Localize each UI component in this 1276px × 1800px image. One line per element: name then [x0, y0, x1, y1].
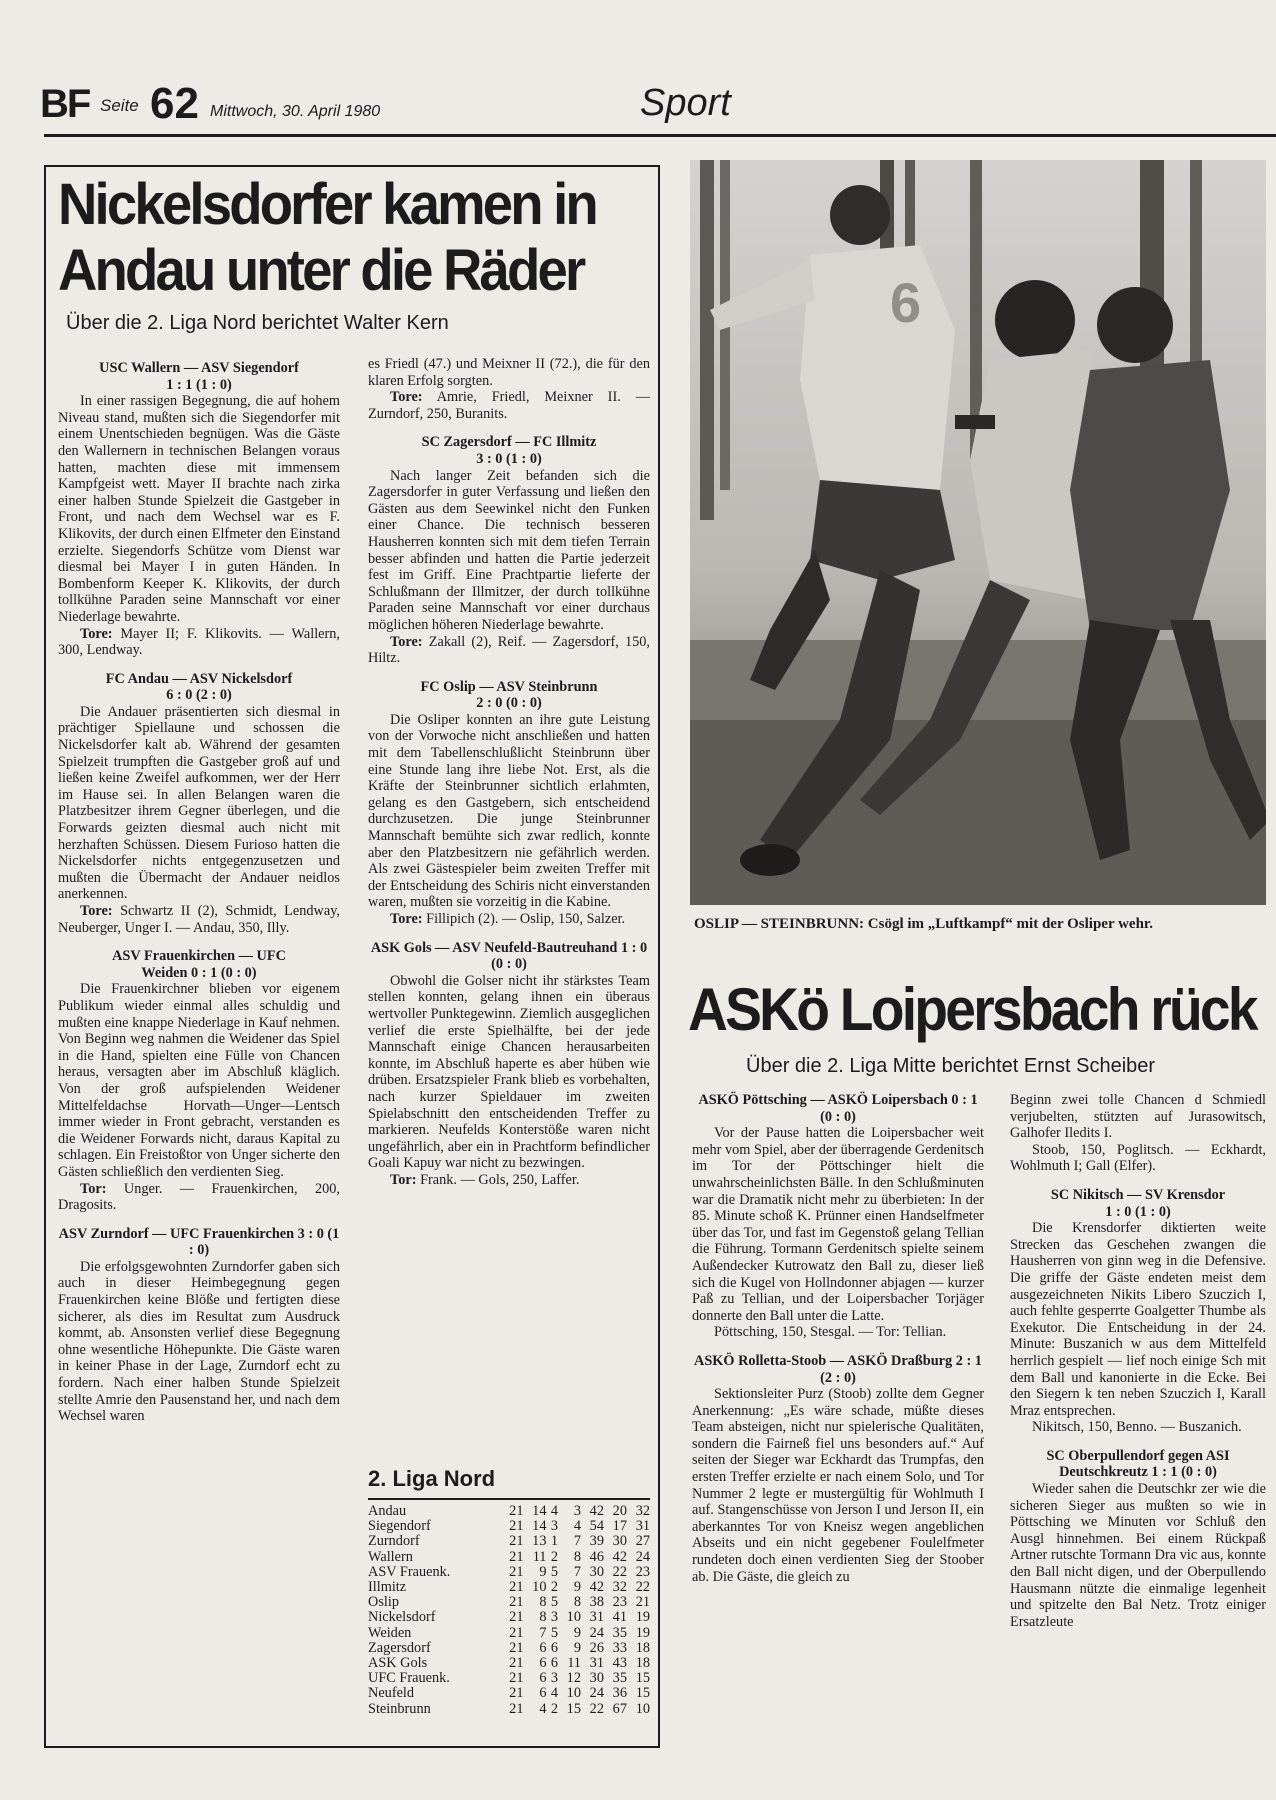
match-heading: 2 : 0 (0 : 0): [476, 695, 542, 712]
table-cell: 10: [635, 1700, 650, 1717]
table-cell: 30: [612, 1533, 627, 1550]
goals-line: [58, 626, 340, 659]
table-cell: 11: [532, 1548, 547, 1565]
paragraph: Nach langer Zeit befanden sich die Zagersdorfer in guter Verfassung und ließen den Gästen aus dem Seewinkel nicht den Funken einer Chance. Die technisch besseren Hausherren konnten sich mit dem tiefen Terrain besser abfinden und hatten die Partie jederzeit fest im Griff. Eine Prachtpartie lieferte der Schlußmann der Illmitzer, der durch tollkühne Paraden seine Mannschaft vor einer durchaus möglichen höheren Niederlage bewahrte.: [368, 467, 650, 633]
table-cell: 6: [550, 1639, 558, 1656]
paragraph: Die Osliper konnten an ihre gute Leistung von der Vorwoche nicht anschließen und hatten mit dem Tabellenschlußlicht Steinbrunn über eine Stunde lang ihre liebe Not. Erst, als die Kräfte der Steinbrunner sichtlich erlahmten, gelang es den Gastgebern, sich entscheidend durchzusetzen. Die junge Steinbrunner Mannschaft bemühte sich zwar redlich, konnte aber den Platzbesitzern nie gefährlich werden. Als zwei Gästespieler beim zweiten Treffer mit der Entscheidung des Schiris nicht einverstanden waren, mußten sie vorzeitig in die Kabine.: [368, 711, 650, 911]
table-cell: 8: [573, 1594, 581, 1611]
team-name: Andau: [368, 1503, 407, 1519]
table-cell: 21: [509, 1518, 524, 1535]
table-cell: 24: [589, 1685, 604, 1702]
table-cell: 38: [589, 1594, 604, 1611]
paragraph: es Friedl (47.) und Meixner II (72.), die für den klaren Erfolg sorgten.: [368, 356, 650, 389]
table-cell: 21: [509, 1624, 524, 1641]
goals-line: Stoob, 150, Poglitsch. — Eckhardt, Wohlmuth I; Gall (Elfer).: [1010, 1141, 1266, 1175]
paragraph: Wieder sahen die Deutschkr zer wie die sicheren Sieger aus mußten so wie in Pöttsching we Minuten vor Schluß den Ausgl hinnehmen. Bei einem Rückpaß Artner rutschte Tormann Dra vic aus, konnte den Ball nicht digen, und der Oberpullendo Hausmann nützte die einmalige legenheit und spitzelte den Bal Netz. Trotz einiger Ersatzleute: [1010, 1481, 1266, 1630]
table-row: [368, 1656, 650, 1671]
table-cell: 6: [539, 1685, 547, 1702]
article2-byline: Über die 2. Liga Mitte berichtet Ernst Scheiber: [746, 1055, 1156, 1077]
goals-line: [58, 1181, 340, 1214]
table-cell: 24: [635, 1548, 650, 1565]
team-name: Neufeld: [368, 1685, 415, 1702]
team-name: Weiden: [368, 1624, 412, 1641]
table-cell: 15: [635, 1670, 650, 1687]
table-cell: 31: [635, 1518, 650, 1535]
table-cell: 23: [612, 1594, 627, 1611]
goals-text: Unger. — Frauenkirchen, 200, Dragosits.: [58, 1180, 340, 1214]
table-cell: 41: [612, 1609, 627, 1626]
match-heading: 6 : 0 (2 : 0): [166, 687, 232, 704]
table-cell: 3: [550, 1609, 558, 1626]
article2-column-1: [692, 1092, 984, 1585]
team-name: Zurndorf: [368, 1533, 420, 1550]
article-column-2: [368, 356, 650, 1189]
goals-label: Tore:: [390, 389, 423, 406]
table-row: [368, 1504, 650, 1519]
table-row: [368, 1626, 650, 1641]
match-heading: SC Nikitsch — SV Krensdor: [1050, 1186, 1226, 1203]
table-cell: 24: [589, 1624, 604, 1641]
table-row: [368, 1565, 650, 1580]
goals-label: Tore:: [80, 903, 113, 919]
page-label: Seite: [100, 96, 139, 115]
table-cell: 31: [589, 1655, 604, 1672]
table-row: [368, 1686, 650, 1701]
table-cell: 15: [635, 1685, 650, 1702]
paragraph: Die Frauenkirchner blieben vor eigenem Publikum wieder einmal alles schuldig und mußten eine knappe Niederlage in Kauf nehmen. Von Beginn weg nahmen die Weidener das Spiel in die Hand, spielten eine Fülle von Chancen heraus, versagten aber im Abschluß kläglich. Von der groß aufspielenden Weidener Mittelfeldachse Horvath—Unger—Lentsch immer wieder in Front gebracht, verstanden es die Weidener Forwards nicht, daraus Kapital zu schlagen. Ein Freistoßtor von Unger sicherte den Gästen schließlich den verdienten Sieg.: [58, 981, 340, 1180]
team-name: ASK Gols: [368, 1655, 428, 1672]
table-cell: 21: [509, 1503, 524, 1519]
table-row: [368, 1671, 650, 1686]
table-cell: 21: [509, 1563, 524, 1580]
table-cell: 3: [550, 1518, 558, 1535]
table-cell: 21: [509, 1685, 524, 1702]
table-cell: 27: [635, 1533, 650, 1550]
table-cell: 2: [550, 1700, 558, 1717]
table-cell: 6: [539, 1670, 547, 1687]
table-cell: 23: [635, 1563, 650, 1580]
table-cell: 9: [573, 1624, 581, 1641]
table-cell: 4: [550, 1503, 558, 1519]
table-cell: 9: [573, 1579, 581, 1596]
table-cell: 15: [566, 1700, 581, 1717]
match-heading: ASKÖ Pöttsching — ASKÖ Loipersbach 0 : 1 (0 : 0): [698, 1092, 978, 1125]
paragraph: In einer rassigen Begegnung, die auf hohem Niveau stand, mußten sich die Siegendorfer mit einem Unentschieden begnügen. Was die Gäste den Wallernern in technischen Belangen voraus hatten, machten diese mit immensem Kampfgeist wett. Mayer II brachte nach zirka einer halben Stunde Spielzeit die Gastgeber in Front, und nach dem Wechsel war es F. Klikovits, der durch einen Elfmeter den Einstand erzielte. Siegendorfs Schütze vom Dienst war diesmal bei Mayer I in guten Händen. In Bombenform Keeper K. Klikovits, der durch tollkühne Paraden seine Mannschaft vor einer Niederlage bewahrte.: [58, 393, 340, 625]
table-cell: 42: [589, 1579, 604, 1596]
table-cell: 18: [635, 1655, 650, 1672]
table-cell: 21: [509, 1700, 524, 1717]
table-cell: 3: [573, 1503, 581, 1519]
table-cell: 4: [539, 1700, 547, 1717]
paragraph: Beginn zwei tolle Chancen d Schmiedl verjubelten, stützten auf Jurasowitsch, Galhofer Iledits I.: [1010, 1092, 1266, 1142]
table-cell: 21: [509, 1655, 524, 1672]
table-cell: 31: [589, 1609, 604, 1626]
article2-headline: ASKö Loipersbach rück: [688, 976, 1256, 1043]
table-cell: 8: [539, 1609, 547, 1626]
issue-date: Mittwoch, 30. April 1980: [210, 103, 381, 120]
league-table-title: 2. Liga Nord: [368, 1466, 496, 1491]
table-cell: 32: [635, 1503, 650, 1519]
table-cell: 17: [612, 1518, 627, 1535]
table-cell: 18: [635, 1639, 650, 1656]
table-cell: 30: [589, 1563, 604, 1580]
table-cell: 26: [589, 1639, 604, 1656]
article2-column-2: [1010, 1092, 1266, 1630]
match-heading: ASV Zurndorf — UFC Frauenkirchen 3 : 0 (1 : 0): [58, 1225, 340, 1259]
table-cell: 21: [509, 1670, 524, 1687]
goals-label: Tore:: [80, 625, 113, 642]
newspaper-logo: BF: [40, 82, 90, 126]
goals-line: [368, 911, 650, 928]
paragraph: Obwohl die Golser nicht ihr stärkstes Team stellen konnten, gelang ihnen ein überaus wertvoller Punktegewinn. Ziemlich ausgeglichen verlief die erste Spielhälfte, bei der jede Mannschaft einige Chancen herausarbeiten konnte, im Abschluß haperte es aber hüben wie drüben. Ersatzspieler Frank blieb es vorbehalten, nach kurzer Spieldauer im zweiten Spielabschnitt den entscheidenden Treffer zu markieren. Neufelds Konterstöße waren nicht ungefährlich, aber ein in Prachtform befindlicher Goali Kapuy war nicht zu bezwingen.: [368, 972, 650, 1172]
table-cell: 21: [509, 1579, 524, 1596]
match-heading: ASKÖ Rolletta-Stoob — ASKÖ Draßburg 2 : 1 (2 : 0): [694, 1352, 982, 1386]
table-cell: 42: [589, 1503, 604, 1519]
match-photo: [690, 160, 1266, 905]
table-cell: 22: [635, 1579, 650, 1596]
table-cell: 14: [532, 1518, 547, 1535]
table-row: [368, 1610, 650, 1625]
table-cell: 54: [589, 1518, 604, 1535]
goals-label: Tor:: [390, 1171, 417, 1188]
goals-label: Tore:: [390, 911, 423, 927]
table-cell: 5: [550, 1563, 558, 1580]
goals-line: Nikitsch, 150, Benno. — Buszanich.: [1032, 1419, 1242, 1436]
table-cell: 5: [550, 1624, 558, 1641]
table-cell: 10: [532, 1579, 547, 1596]
goals-text: Mayer II; F. Klikovits. — Wallern, 300, Lendway.: [58, 625, 340, 659]
paragraph: Sektionsleiter Purz (Stoob) zollte dem Gegner Anerkennung: „Es wäre schade, müßte dieses Team absteigen, nicht nur spielerische Qualitäten, sondern die Fairneß fiel uns besonders auf.“ Auf seiten der Sieger war Eckhardt das Trumpfas, den ersten Treffer erzielte er nach einem Solo, und Tor Nummer 2 legte er mustergültig für Wohlmuth I auf. Stangenschüsse von Jerson I und Jerson II, ein aberkanntes Tor von Kneisz wegen angeblichen Abseits und ein nicht gegebener Foulelfmeter rundeten doch einen verdienten Sieg der Stoober ab. Die Gäste, die gleich zu: [692, 1386, 984, 1585]
photo-caption-text: Csögl im „Luftkampf“ mit der Osliper wehr.: [867, 916, 1153, 932]
league-table: [368, 1466, 650, 1717]
table-cell: 9: [573, 1639, 581, 1656]
goals-text: Fillipich (2). — Oslip, 150, Salzer.: [426, 911, 626, 927]
team-name: Oslip: [368, 1594, 399, 1611]
article-headline: Nickelsdorfer kamen in Andau unter die Räder: [58, 172, 596, 303]
table-cell: 35: [612, 1670, 627, 1687]
goals-line: [368, 634, 650, 667]
table-cell: 46: [589, 1548, 604, 1565]
team-name: Wallern: [368, 1548, 413, 1565]
match-heading: USC Wallern — ASV Siegendorf: [99, 360, 299, 376]
goals-text: Schwartz II (2), Schmidt, Lendway, Neuberger, Unger I. — Andau, 350, Illy.: [58, 903, 340, 936]
table-row: [368, 1595, 650, 1610]
section-title: Sport: [640, 82, 731, 124]
photo-caption-lead: OSLIP — STEINBRUNN:: [694, 916, 865, 932]
paragraph: Die Krensdorfer diktierten weite Strecken das Geschehen zwangen die Hausherren von ginn weg in die Defensive. Die griffe der Gäste endeten meist dem ausgezeichneten Nikits Libero Szuczich I, auch fehlte gesperrte Goalgetter Thumbe als Exekutor. Die Entscheidung in der 24. Minute: Buszanich w aus dem Mittelfeld herrlich gespielt — lief noch einige Sch mit dem Ball und kanonierte in die Ecke. Bei den Siegern k ten neben Szuczich I, Karall Mraz entsprechen.: [1010, 1220, 1266, 1419]
goals-text: Amrie, Friedl, Meixner II. — Zurndorf, 250, Buranits.: [368, 389, 650, 422]
table-cell: 19: [635, 1624, 650, 1641]
table-cell: 14: [532, 1503, 547, 1519]
match-heading: 1 : 1 (1 : 0): [166, 376, 232, 393]
team-name: Zagersdorf: [368, 1639, 431, 1656]
table-cell: 21: [509, 1548, 524, 1565]
table-cell: 7: [573, 1563, 581, 1580]
table-cell: 42: [612, 1548, 627, 1565]
match-heading: 3 : 0 (1 : 0): [476, 450, 542, 467]
table-cell: 67: [612, 1700, 627, 1717]
table-cell: 6: [550, 1655, 558, 1672]
goals-label: Tore:: [390, 633, 423, 650]
goals-text: Frank. — Gols, 250, Laffer.: [420, 1171, 580, 1188]
table-cell: 30: [589, 1670, 604, 1687]
goals-line: [368, 389, 650, 422]
table-cell: 33: [612, 1639, 627, 1656]
table-cell: 6: [539, 1655, 547, 1672]
paragraph: Die Andauer präsentierten sich diesmal in prächtiger Spiellaune und schossen die Nickelsdorfer kalt ab. Während der gesamten Spielzeit trumpften die Gastgeber groß auf und ließen keine Zweifel aufkommen, wer der Herr im Hause sei. In allen Belangen waren die Platzbesitzer ihrem Gegner überlegen, und die Forwards geizten diesmal auch nicht mit herzhaften Schüssen. Diesem Furioso hatten die Nickelsdorfer nichts entgegenzusetzen und mußten die Übermacht der Andauer neidlos anerkennen.: [58, 703, 340, 903]
table-cell: 11: [567, 1655, 581, 1672]
team-name: UFC Frauenk.: [368, 1670, 450, 1687]
page-number: 62: [150, 79, 199, 128]
table-cell: 36: [612, 1685, 627, 1702]
table-cell: 9: [539, 1563, 547, 1580]
table-cell: 22: [589, 1700, 604, 1717]
table-cell: 21: [509, 1639, 524, 1656]
team-name: Steinbrunn: [368, 1700, 431, 1717]
goals-label: Tor:: [80, 1180, 107, 1197]
table-cell: 39: [589, 1533, 604, 1550]
goals-text: Zakall (2), Reif. — Zagersdorf, 150, Hiltz.: [368, 633, 651, 667]
match-photo-image: [690, 160, 1266, 905]
team-name: Siegendorf: [368, 1518, 431, 1535]
table-cell: 3: [550, 1670, 558, 1687]
table-cell: 6: [539, 1639, 547, 1656]
table-cell: 20: [612, 1503, 627, 1519]
article-byline: Über die 2. Liga Nord berichtet Walter Kern: [66, 312, 449, 334]
match-heading: ASK Gols — ASV Neufeld-Bautreuhand 1 : 0 (0 : 0): [370, 939, 648, 973]
match-heading: SC Zagersdorf — FC Illmitz: [421, 434, 597, 451]
table-cell: 1: [550, 1533, 558, 1550]
table-cell: 4: [550, 1685, 558, 1702]
table-cell: 8: [539, 1594, 547, 1611]
team-name: ASV Frauenk.: [368, 1563, 451, 1580]
table-cell: 5: [550, 1594, 558, 1611]
table-cell: 32: [612, 1579, 627, 1596]
table-cell: 8: [573, 1548, 581, 1565]
team-name: Illmitz: [368, 1579, 407, 1596]
match-heading: Weiden 0 : 1 (0 : 0): [141, 964, 257, 981]
goals-line: [58, 903, 340, 936]
table-cell: 43: [612, 1655, 627, 1672]
match-heading: ASV Frauenkirchen — UFC: [112, 948, 286, 965]
match-heading: FC Oslip — ASV Steinbrunn: [420, 678, 598, 695]
table-cell: 21: [509, 1594, 524, 1611]
table-cell: 21: [635, 1594, 650, 1611]
table-cell: 13: [532, 1533, 547, 1550]
goals-line: [368, 1172, 650, 1189]
team-name: Nickelsdorf: [368, 1609, 436, 1626]
table-cell: 7: [573, 1533, 581, 1550]
table-cell: 10: [566, 1609, 581, 1626]
table-row: [368, 1702, 650, 1717]
table-cell: 22: [612, 1563, 627, 1580]
table-row: [368, 1580, 650, 1595]
match-heading: SC Oberpullendorf gegen ASI Deutschkreutz 1 : 1 (0 : 0): [1046, 1447, 1230, 1481]
table-cell: 2: [550, 1579, 558, 1596]
paragraph: Die erfolgsgewohnten Zurndorfer gaben sich auch in dieser Heimbegegnung gegen Frauenkirchen keine Blöße und fertigten diese sicherer, als dies im Resultat zum Ausdruck kommt, ab. Ansonsten verlief diese Begegnung ohne wesentliche Höhepunkte. Die Gäste waren in keiner Phase in der Lage, Zurndorf echt zu fordern. Nach einer halben Stunde Spielzeit stellte Amrie den Pausenstand her, und nach dem Wechsel waren: [58, 1258, 340, 1425]
photo-caption: [694, 915, 1264, 934]
table-row: [368, 1641, 650, 1656]
league-table-rule: [368, 1498, 650, 1500]
table-cell: 7: [539, 1624, 547, 1641]
table-cell: 12: [566, 1670, 581, 1687]
match-heading: 1 : 0 (1 : 0): [1105, 1203, 1171, 1220]
match-heading: FC Andau — ASV Nickelsdorf: [105, 670, 293, 687]
masthead-rule: [44, 134, 1276, 137]
table-cell: 21: [509, 1533, 524, 1550]
article-column-1: [58, 360, 340, 1425]
goals-line: Pöttsching, 150, Stesgal. — Tor: Tellian.: [714, 1324, 947, 1341]
table-cell: 4: [573, 1518, 581, 1535]
table-cell: 21: [509, 1609, 524, 1626]
table-row: [368, 1550, 650, 1565]
table-cell: 19: [635, 1609, 650, 1626]
table-row: [368, 1534, 650, 1549]
table-cell: 35: [612, 1624, 627, 1641]
table-cell: 2: [550, 1548, 558, 1565]
paragraph: Vor der Pause hatten die Loipersbacher weit mehr vom Spiel, aber der überragende Gerdenitsch im Tor der Pöttschinger hielt die unwahrscheinlichsten Bälle. In den Schlußminuten war die Dramatik nicht mehr zu überbieten: In der 85. Minute schoß K. Prünner einen Handselfmeter über das Tor, und fast im Gegenstoß gelang Tellian die Führung. Tormann Gerdenitsch spielte seinem Außendecker Kutrowatz den Ball zu, dieser ließ sich die Kugel von Hollndonner abjagen — kurzer Paß zu Tellian, und der Loipersbacher Torjäger donnerte den Ball unter die Latte.: [692, 1125, 984, 1324]
table-cell: 10: [566, 1685, 581, 1702]
table-row: [368, 1519, 650, 1534]
jersey-number: 6: [890, 271, 922, 334]
